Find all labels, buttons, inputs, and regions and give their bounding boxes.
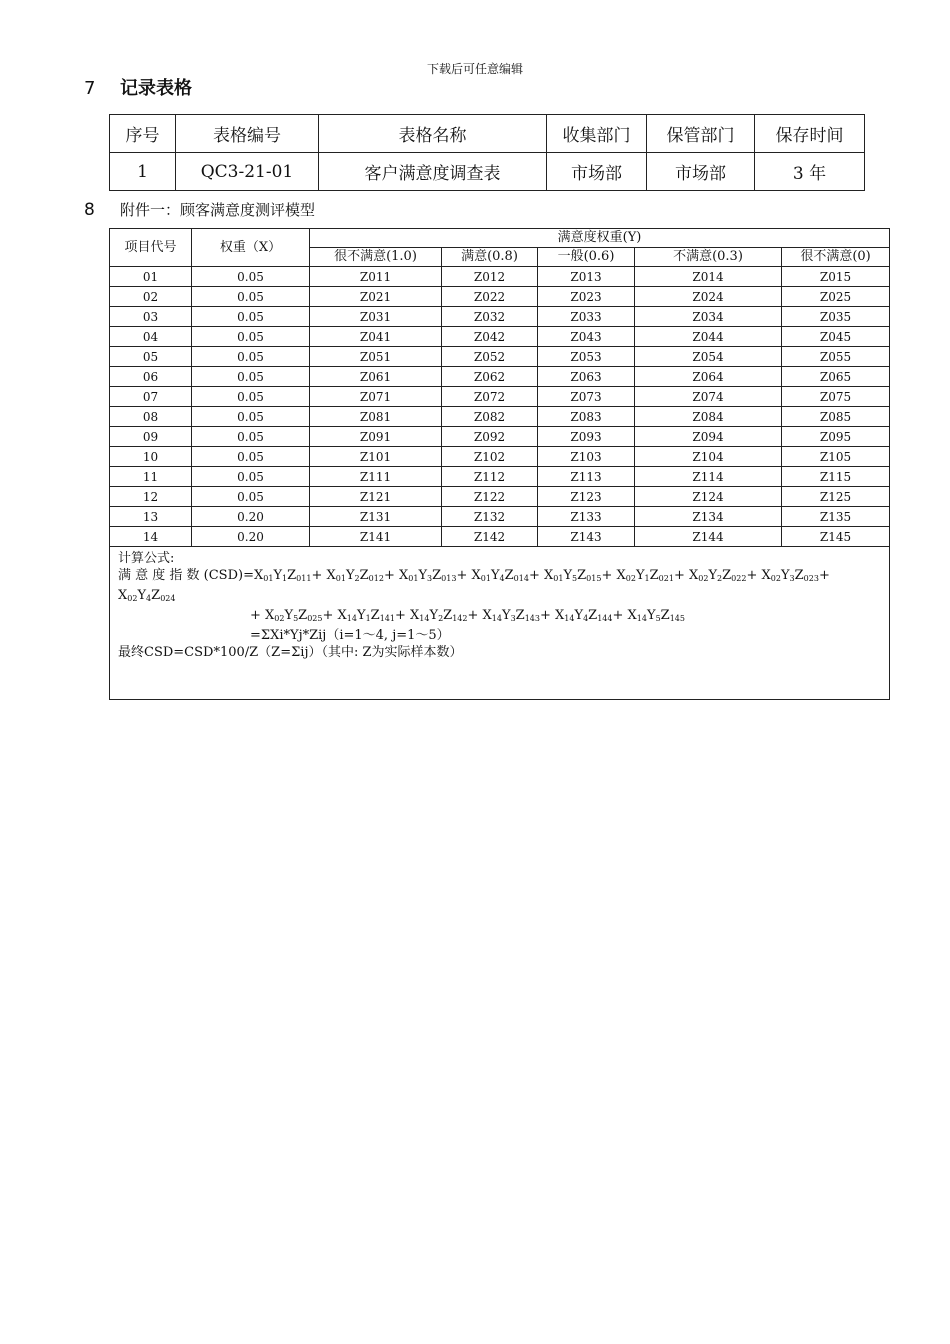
model-cell: 0.05 — [192, 347, 310, 367]
formula-term: $X_{14}Y_3Z_{143}$ — [482, 608, 540, 623]
subscript: 142 — [452, 614, 468, 623]
formula-line-1 — [118, 567, 881, 587]
formula-term: $X_{01}Y_3Z_{013}$ — [398, 568, 457, 583]
model-cell: 11 — [110, 467, 192, 487]
model-cell: 04 — [110, 327, 192, 347]
model-cell: 0.05 — [192, 367, 310, 387]
model-cell: Z085 — [782, 407, 890, 427]
model-cell: 0.20 — [192, 507, 310, 527]
subscript: 4 — [499, 574, 505, 583]
cell: 市场部 — [647, 153, 755, 191]
formula-line-4: =ΣXi*Yj*Zij（i=1～4, j=1～5） — [250, 628, 450, 643]
subscript: 01 — [480, 574, 491, 583]
model-cell: Z043 — [538, 327, 635, 347]
model-cell: Z104 — [635, 447, 782, 467]
subscript: 01 — [335, 574, 346, 583]
model-cell: 10 — [110, 447, 192, 467]
model-row — [110, 527, 890, 547]
model-cell: Z054 — [635, 347, 782, 367]
model-cell: Z055 — [782, 347, 890, 367]
model-cell: Z095 — [782, 427, 890, 447]
model-row — [110, 467, 890, 487]
model-cell: Z134 — [635, 507, 782, 527]
subscript: 5 — [293, 614, 299, 623]
model-cell: 03 — [110, 307, 192, 327]
model-cell: Z123 — [538, 487, 635, 507]
header-cell: 表格编号 — [176, 115, 319, 153]
subscript: 02 — [274, 614, 285, 623]
subscript: 013 — [441, 574, 457, 583]
model-cell: Z044 — [635, 327, 782, 347]
formula-term: $X_{02}Y_3Z_{023}$ — [761, 568, 819, 583]
formula-term: $X_{14}Y_4Z_{144}$ — [555, 608, 613, 623]
model-cell: Z032 — [442, 307, 538, 327]
subscript: 3 — [427, 574, 433, 583]
formula-terms: $X_{01}Y_1Z_{011}+ X_{01}Y_2Z_{012}+ X_{01}Y_3Z_{013}+ X_{01}Y_4Z_{014}+ X_{01}Y_5Z_{015}+ X_{02}Y_1Z_{021}+ X_{02}Y_2Z_{022}+ X_{02}Y_3Z_{023}+$ — [253, 568, 830, 583]
satisfaction-model-table — [109, 228, 890, 700]
subscript: 3 — [510, 614, 516, 623]
records-table — [109, 114, 865, 191]
model-cell: Z012 — [442, 267, 538, 287]
model-cell: Z064 — [635, 367, 782, 387]
subscript: 023 — [803, 574, 819, 583]
formula-term: $X_{02}Y_1Z_{021}$ — [616, 568, 674, 583]
model-cell: 05 — [110, 347, 192, 367]
section-title: 记录表格 — [120, 78, 192, 99]
model-cell: Z124 — [635, 487, 782, 507]
level-cell: 一般(0.6) — [538, 248, 635, 267]
model-cell: Z142 — [442, 527, 538, 547]
section-7-heading — [84, 74, 192, 100]
level-cell: 满意(0.8) — [442, 248, 538, 267]
model-cell: Z042 — [442, 327, 538, 347]
level-cell: 很不满意(0) — [782, 248, 890, 267]
formula-term: $X_{01}Y_1Z_{011}$ — [253, 568, 312, 583]
model-cell: Z144 — [635, 527, 782, 547]
model-cell: Z045 — [782, 327, 890, 347]
formula-term: $X_{02}Y_2Z_{022}$ — [688, 568, 747, 583]
model-cell: Z062 — [442, 367, 538, 387]
subscript: 14 — [564, 614, 575, 623]
model-row — [110, 387, 890, 407]
header-weight: 权重（X） — [192, 229, 310, 267]
model-cell: 0.05 — [192, 427, 310, 447]
subscript: 025 — [307, 614, 323, 623]
model-cell: Z025 — [782, 287, 890, 307]
header-cell: 序号 — [110, 115, 176, 153]
formula-term: $X_{01}Y_5Z_{015}$ — [543, 568, 602, 583]
subscript: 02 — [625, 574, 636, 583]
model-cell: Z093 — [538, 427, 635, 447]
model-cell: Z061 — [310, 367, 442, 387]
section-number: 8 — [84, 200, 95, 220]
subscript: 021 — [658, 574, 674, 583]
section-number: 7 — [84, 78, 96, 99]
model-cell: 07 — [110, 387, 192, 407]
header-group: 满意度权重(Y) — [310, 229, 890, 248]
model-cell: 0.05 — [192, 287, 310, 307]
model-cell: Z125 — [782, 487, 890, 507]
subscript: 5 — [655, 614, 661, 623]
subscript: 02 — [127, 594, 138, 603]
subscript: 143 — [524, 614, 540, 623]
model-cell: Z084 — [635, 407, 782, 427]
model-cell: Z024 — [635, 287, 782, 307]
formula-term: $X_{02}Y_4Z_{024}$ — [118, 588, 176, 603]
subscript: 1 — [282, 574, 288, 583]
formula-term: $X_{14}Y_5Z_{145}$ — [627, 608, 685, 623]
model-cell: Z063 — [538, 367, 635, 387]
model-cell: Z031 — [310, 307, 442, 327]
cell: 市场部 — [547, 153, 647, 191]
model-cell: Z141 — [310, 527, 442, 547]
formula-label: 计算公式: — [118, 551, 175, 566]
model-cell: Z131 — [310, 507, 442, 527]
model-row — [110, 287, 890, 307]
subscript: 1 — [644, 574, 650, 583]
model-row — [110, 347, 890, 367]
subscript: 022 — [731, 574, 747, 583]
subscript: 015 — [586, 574, 602, 583]
model-cell: 0.05 — [192, 467, 310, 487]
subscript: 5 — [572, 574, 578, 583]
model-cell: Z092 — [442, 427, 538, 447]
subscript: 141 — [379, 614, 395, 623]
model-cell: 0.05 — [192, 267, 310, 287]
model-cell: Z041 — [310, 327, 442, 347]
model-cell: Z033 — [538, 307, 635, 327]
section-8-heading — [84, 199, 315, 220]
model-cell: Z072 — [442, 387, 538, 407]
cell: 客户满意度调查表 — [319, 153, 547, 191]
model-cell: Z091 — [310, 427, 442, 447]
model-cell: Z135 — [782, 507, 890, 527]
model-row — [110, 327, 890, 347]
formula-line-5: 最终CSD=CSD*100/Z（Z=Σij）（其中: Z为实际样本数） — [118, 645, 463, 660]
model-cell: 01 — [110, 267, 192, 287]
formula-term: $X_{14}Y_1Z_{141}$ — [337, 608, 395, 623]
subscript: 014 — [513, 574, 529, 583]
formula-line-2 — [118, 587, 881, 607]
model-cell: Z071 — [310, 387, 442, 407]
formula-term: $X_{01}Y_4Z_{014}$ — [471, 568, 529, 583]
subscript: 14 — [419, 614, 430, 623]
model-row — [110, 307, 890, 327]
model-cell: 0.05 — [192, 387, 310, 407]
model-cell: 06 — [110, 367, 192, 387]
subscript: 14 — [636, 614, 647, 623]
model-cell: Z021 — [310, 287, 442, 307]
formula-term: $X_{02}Y_5Z_{025}$ — [265, 608, 323, 623]
model-cell: Z132 — [442, 507, 538, 527]
formula-line-3: + $X_{02}Y_5Z_{025}+ X_{14}Y_1Z_{141}+ X_{14}Y_2Z_{142}+ X_{14}Y_3Z_{143}+ X_{14}Y_4Z_{144}+ X_{14}Y_5Z_{145}$ — [250, 608, 685, 623]
section-title: 附件一：顾客满意度测评模型 — [120, 201, 316, 219]
model-cell: Z011 — [310, 267, 442, 287]
records-header-row — [110, 115, 865, 153]
model-cell: Z075 — [782, 387, 890, 407]
subscript: 011 — [296, 574, 312, 583]
header-cell: 表格名称 — [319, 115, 547, 153]
records-row — [110, 153, 865, 191]
model-cell: Z022 — [442, 287, 538, 307]
model-cell: Z115 — [782, 467, 890, 487]
formula-cell — [110, 547, 890, 700]
model-cell: 0.05 — [192, 447, 310, 467]
model-cell: Z035 — [782, 307, 890, 327]
model-cell: Z112 — [442, 467, 538, 487]
model-cell: 0.20 — [192, 527, 310, 547]
subscript: 01 — [553, 574, 564, 583]
model-row — [110, 267, 890, 287]
model-cell: 0.05 — [192, 407, 310, 427]
model-cell: Z121 — [310, 487, 442, 507]
model-row — [110, 487, 890, 507]
header-cell: 保存时间 — [755, 115, 865, 153]
model-cell: Z133 — [538, 507, 635, 527]
model-cell: Z114 — [635, 467, 782, 487]
model-cell: Z065 — [782, 367, 890, 387]
subscript: 01 — [408, 574, 419, 583]
subscript: 144 — [597, 614, 613, 623]
subscript: 2 — [438, 614, 444, 623]
model-cell: 13 — [110, 507, 192, 527]
model-cell: Z014 — [635, 267, 782, 287]
cell: QC3-21-01 — [176, 153, 319, 191]
model-cell: Z023 — [538, 287, 635, 307]
model-cell: Z073 — [538, 387, 635, 407]
model-row — [110, 507, 890, 527]
formula-term: $X_{01}Y_2Z_{012}$ — [326, 568, 384, 583]
level-cell: 很不满意(1.0) — [310, 248, 442, 267]
model-cell: 08 — [110, 407, 192, 427]
model-cell: Z122 — [442, 487, 538, 507]
model-cell: 14 — [110, 527, 192, 547]
formula-terms: $X_{02}Y_5Z_{025}+ X_{14}Y_1Z_{141}+ X_{14}Y_2Z_{142}+ X_{14}Y_3Z_{143}+ X_{14}Y_4Z_{144}+ X_{14}Y_5Z_{145}$ — [265, 608, 685, 623]
model-cell: 0.05 — [192, 487, 310, 507]
subscript: 1 — [365, 614, 371, 623]
model-cell: 0.05 — [192, 307, 310, 327]
model-cell: Z083 — [538, 407, 635, 427]
level-cell: 不满意(0.3) — [635, 248, 782, 267]
header-cell: 保管部门 — [647, 115, 755, 153]
subscript: 14 — [491, 614, 502, 623]
subscript: 3 — [789, 574, 795, 583]
model-cell: Z094 — [635, 427, 782, 447]
model-cell: 09 — [110, 427, 192, 447]
model-row — [110, 407, 890, 427]
subscript: 2 — [717, 574, 723, 583]
model-cell: Z101 — [310, 447, 442, 467]
cell: 3 年 — [755, 153, 865, 191]
model-cell: 12 — [110, 487, 192, 507]
model-cell: Z051 — [310, 347, 442, 367]
model-cell: Z113 — [538, 467, 635, 487]
csd-prefix: 满 意 度 指 数 (CSD)= — [118, 568, 254, 583]
model-cell: Z102 — [442, 447, 538, 467]
model-cell: Z013 — [538, 267, 635, 287]
subscript: 02 — [698, 574, 709, 583]
model-cell: 0.05 — [192, 327, 310, 347]
cell: 1 — [110, 153, 176, 191]
subscript: 01 — [263, 574, 274, 583]
model-cell: Z053 — [538, 347, 635, 367]
subscript: 02 — [770, 574, 781, 583]
subscript: 4 — [146, 594, 152, 603]
model-cell: Z082 — [442, 407, 538, 427]
model-cell: Z074 — [635, 387, 782, 407]
subscript: 2 — [354, 574, 360, 583]
model-cell: Z111 — [310, 467, 442, 487]
model-cell: Z103 — [538, 447, 635, 467]
model-cell: Z015 — [782, 267, 890, 287]
subscript: 012 — [368, 574, 384, 583]
model-cell: Z081 — [310, 407, 442, 427]
model-cell: Z052 — [442, 347, 538, 367]
model-header-row — [110, 229, 890, 248]
formula-row — [110, 547, 890, 700]
subscript: 14 — [346, 614, 357, 623]
model-cell: Z145 — [782, 527, 890, 547]
subscript: 024 — [160, 594, 176, 603]
model-cell: Z143 — [538, 527, 635, 547]
model-row — [110, 447, 890, 467]
model-cell: Z105 — [782, 447, 890, 467]
header-cell: 收集部门 — [547, 115, 647, 153]
formula-term: $X_{14}Y_2Z_{142}$ — [410, 608, 468, 623]
model-cell: Z034 — [635, 307, 782, 327]
header-note: 下载后可任意编辑 — [426, 62, 523, 76]
subscript: 4 — [583, 614, 589, 623]
subscript: 145 — [669, 614, 685, 623]
model-row — [110, 367, 890, 387]
model-row — [110, 427, 890, 447]
model-cell: 02 — [110, 287, 192, 307]
header-code: 项目代号 — [110, 229, 192, 267]
